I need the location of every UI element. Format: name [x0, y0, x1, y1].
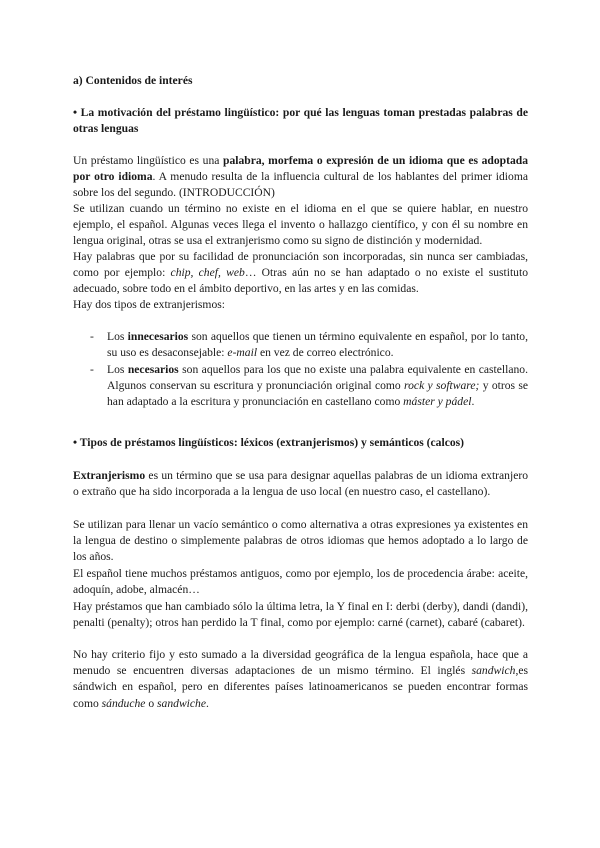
item2-a: Los	[107, 363, 128, 376]
item1-bold: innecesarios	[127, 330, 189, 343]
intro-text-b: . A menudo resulta de la influencia cultural de los hablantes del primer idioma sobre los del segundo. (INTRODUCCIÓN)	[73, 170, 528, 200]
list-item-necesarios	[107, 362, 528, 411]
criterio-italic-1: sandwich	[471, 664, 516, 678]
paragraph-uso: Se utilizan cuando un término no existe en el idioma en el que se quiere hablar, en nuestro ejemplo, el español. Algunas veces llega el invento o hallazgo científico, y con él su nombre en lengua original, otras se usa el extranjerismo como su signo de distinción y modernidad.	[73, 202, 528, 248]
paragraph-criterio	[73, 647, 528, 712]
criterio-b: ,es sándwich en español, pero en diferentes países latinoamericanos se pueden encontrar formas como	[73, 664, 528, 710]
list-item-innecesarios	[107, 329, 528, 361]
extranjerismo-rest: es un término que se usa para designar aquellas palabras de un idioma extranjero o extraño que ha sido incorporada a la lengua de uso local (en nuestro caso, el castellano).	[73, 469, 528, 499]
criterio-italic-2: sánduche	[101, 696, 146, 710]
item2-b: son aquellos para los que no existe una palabra equivalente en castellano. Algunos conservan su escritura y pronunciación original como	[107, 363, 528, 393]
intro-text-a: Un préstamo lingüístico es una	[73, 154, 224, 167]
pron-examples: chip, chef, web	[170, 266, 245, 280]
item1-c: en vez de correo electrónico.	[257, 346, 394, 360]
list-dash-2: -	[90, 363, 94, 376]
list-dash-1: -	[90, 330, 94, 343]
paragraph-prestamos-antiguos: El español tiene muchos préstamos antiguos, como por ejemplo, los de procedencia árabe: aceite, adoquín, adobe, almacén…	[73, 567, 528, 597]
item2-c: y otros se han adaptado a la escritura y pronunciación en castellano como	[107, 379, 529, 409]
criterio-a: No hay criterio fijo y esto sumado a la diversidad geográfica de la lengua española, hace que a menudo se encuentren diversas adaptaciones de un mismo término. El inglés	[73, 648, 528, 678]
item2-italic-2: máster y pádel	[403, 395, 472, 409]
item1-a: Los	[107, 330, 128, 343]
heading-prestamo-motivacion: • La motivación del préstamo lingüístico: por qué las lenguas toman prestadas palabras de otras lenguas	[73, 106, 528, 136]
extranjerismo-bold: Extranjerismo	[73, 469, 146, 482]
paragraph-vacio-semantico: Se utilizan para llenar un vacío semántico o como alternativa a otras expresiones ya existentes en la lengua de destino o simplemente palabras de otros idiomas que hemos adoptado a lo largo de los años.	[73, 518, 528, 564]
paragraph-pronunciacion	[73, 249, 528, 298]
pron-text-b: … Otras aún no se han adaptado o no existe el sustituto adecuado, sobre todo en el ámbito deportivo, en las artes y en las comidas.	[73, 266, 528, 296]
criterio-d: .	[206, 696, 209, 710]
pron-text-a: Hay palabras que por su facilidad de pronunciación son incorporadas, sin nunca ser cambiadas, como por ejemplo:	[73, 250, 528, 280]
item1-italic: e-mail	[227, 346, 258, 360]
paragraph-ultima-letra: Hay préstamos que han cambiado sólo la última letra, la Y final en I: derbi (derby), dandi (dandi), penalti (penalty); otros han perdido la T final, como por ejemplo: carné (carnet), cabaré (cabaret).	[73, 600, 528, 630]
paragraph-intro	[73, 153, 528, 202]
section-title: a) Contenidos de interés	[73, 74, 193, 87]
item2-italic-1: rock y software;	[404, 379, 480, 393]
item2-bold: necesarios	[127, 363, 179, 376]
intro-bold: palabra, morfema o expresión de un idioma que es adoptada por otro idioma	[73, 154, 528, 184]
paragraph-extranjerismo	[73, 468, 528, 500]
criterio-c: o	[145, 696, 158, 710]
item2-d: .	[471, 395, 475, 409]
heading-tipos-prestamos: • Tipos de préstamos lingüísticos: léxicos (extranjerismos) y semánticos (calcos)	[73, 436, 465, 449]
item1-b: son aquellos que tienen un término equivalente en español, por lo tanto, su uso es desaconsejable:	[107, 330, 528, 360]
paragraph-tipos: Hay dos tipos de extranjerismos:	[73, 298, 225, 311]
criterio-italic-3: sandwiche	[157, 696, 206, 710]
